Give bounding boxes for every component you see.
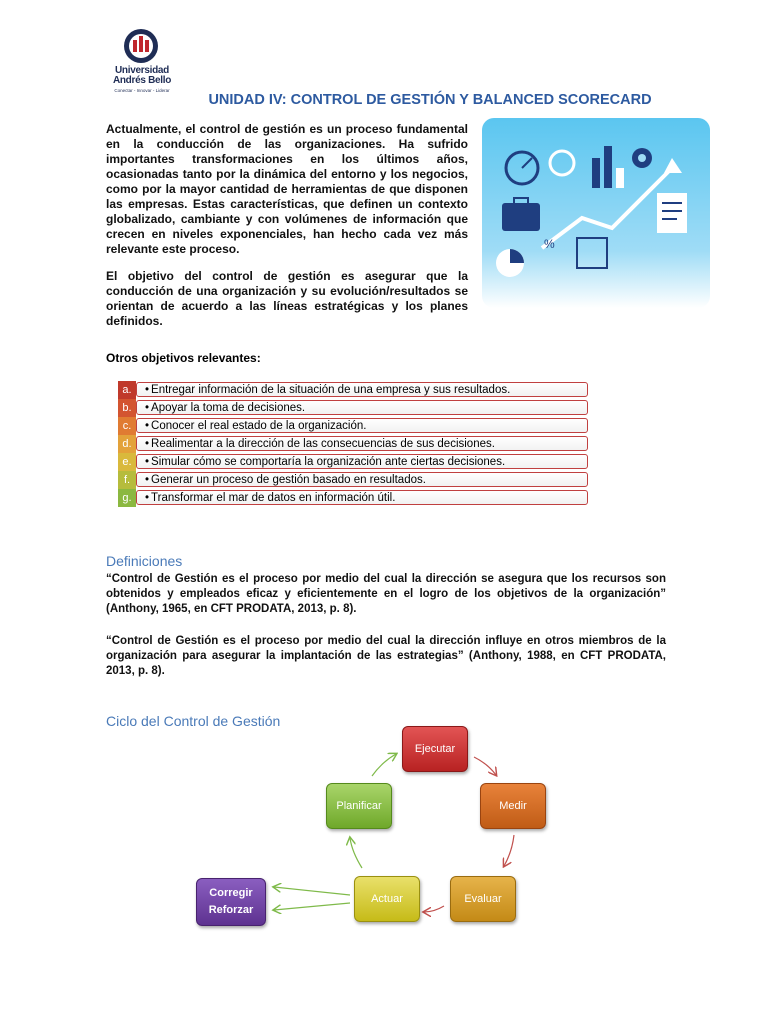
page-title: UNIDAD IV: CONTROL DE GESTIÓN Y BALANCED SCORECARD <box>208 92 652 108</box>
objective-text: Entregar información de la situación de una empresa y sus resultados. <box>151 384 511 396</box>
arrow-planificar-ejecutar <box>372 754 396 776</box>
objective-text-box: • Apoyar la toma de decisiones. <box>136 400 588 415</box>
definition-2: “Control de Gestión es el proceso por medio del cual la dirección influye en otros miembros de la organización para asegurar la implantación de las estrategias” (Anthony, 1988, en CFT PRODATA, 2013, p. 8). <box>106 635 666 677</box>
intro-paragraph-2: El objetivo del control de gestión es asegurar que la conducción de una organización y su evolución/resultados se orientan de acuerdo a las líneas estratégicas y los planes definidos. <box>106 269 468 328</box>
cycle-node-evaluar: Evaluar <box>450 876 516 922</box>
arrow-actuar-reforzar <box>274 903 350 910</box>
cycle-node-corregir-reforzar <box>196 878 266 926</box>
objective-text-box: • Generar un proceso de gestión basado en resultados. <box>136 472 588 487</box>
objective-letter: a. <box>118 381 136 399</box>
arrow-evaluar-actuar <box>424 906 444 912</box>
objective-text: Transformar el mar de datos en información útil. <box>151 492 396 504</box>
objective-letter: f. <box>118 471 136 489</box>
university-name: Universidad Andrés Bello <box>112 65 172 86</box>
cycle-node-medir: Medir <box>480 783 546 829</box>
reforzar-label: Reforzar <box>208 904 254 916</box>
svg-text:%: % <box>544 237 555 251</box>
objective-letter: b. <box>118 399 136 417</box>
arrow-actuar-corregir <box>274 887 350 895</box>
objective-text-box: • Realimentar a la dirección de las consecuencias de sus decisiones. <box>136 436 588 451</box>
definition-1: “Control de Gestión es el proceso por medio del cual la dirección se asegura que los recursos son obtenidos y empleados eficaz y eficientemente en el logro de los objetivos de la organización” (Anthony, 1965, en CFT PRODATA, 2013, p. 8). <box>106 573 666 615</box>
objective-text-box: • Simular cómo se comportaría la organización ante ciertas decisiones. <box>136 454 588 469</box>
corregir-label: Corregir <box>209 887 253 899</box>
arrow-ejecutar-medir <box>474 757 496 775</box>
intro-paragraph-1: Actualmente, el control de gestión es un proceso fundamental en la conducción de las organizaciones. Ha sufrido importantes transformaciones en los últimos años, ocasionadas tanto por la dinámica del entorno y los negocios, como por la mayor cantidad de herramientas de que disponen las empresas. Estas características, que definen un contexto globalizado, cambiante y con volúmenes de información que crecen en niveles exponenciales, han hecho cada vez más relevante este proceso. <box>106 122 468 256</box>
arrow-medir-evaluar <box>504 835 514 866</box>
objective-text: Realimentar a la dirección de las consecuencias de sus decisiones. <box>151 438 495 450</box>
objective-text: Generar un proceso de gestión basado en resultados. <box>151 474 426 486</box>
cycle-node-ejecutar: Ejecutar <box>402 726 468 772</box>
objective-letter: d. <box>118 435 136 453</box>
university-tagline: Conectar - Innovar - Liderar <box>114 88 170 93</box>
cycle-node-actuar: Actuar <box>354 876 420 922</box>
objective-letter: g. <box>118 489 136 507</box>
objective-text-box: • Entregar información de la situación de una empresa y sus resultados. <box>136 382 588 397</box>
arrow-actuar-planificar <box>350 838 362 868</box>
objective-text-box: • Transformar el mar de datos en información útil. <box>136 490 588 505</box>
definitions-heading: Definiciones <box>106 553 183 569</box>
cycle-node-planificar: Planificar <box>326 783 392 829</box>
objective-letter: c. <box>118 417 136 435</box>
objective-text: Conocer el real estado de la organización. <box>151 420 367 432</box>
objective-letter: e. <box>118 453 136 471</box>
cycle-heading: Ciclo del Control de Gestión <box>106 713 281 729</box>
objective-text: Simular cómo se comportaría la organización ante ciertas decisiones. <box>151 456 506 468</box>
objective-text: Apoyar la toma de decisiones. <box>151 402 306 414</box>
objective-text-box: • Conocer el real estado de la organización. <box>136 418 588 433</box>
other-objectives-label: Otros objetivos relevantes: <box>106 351 261 365</box>
